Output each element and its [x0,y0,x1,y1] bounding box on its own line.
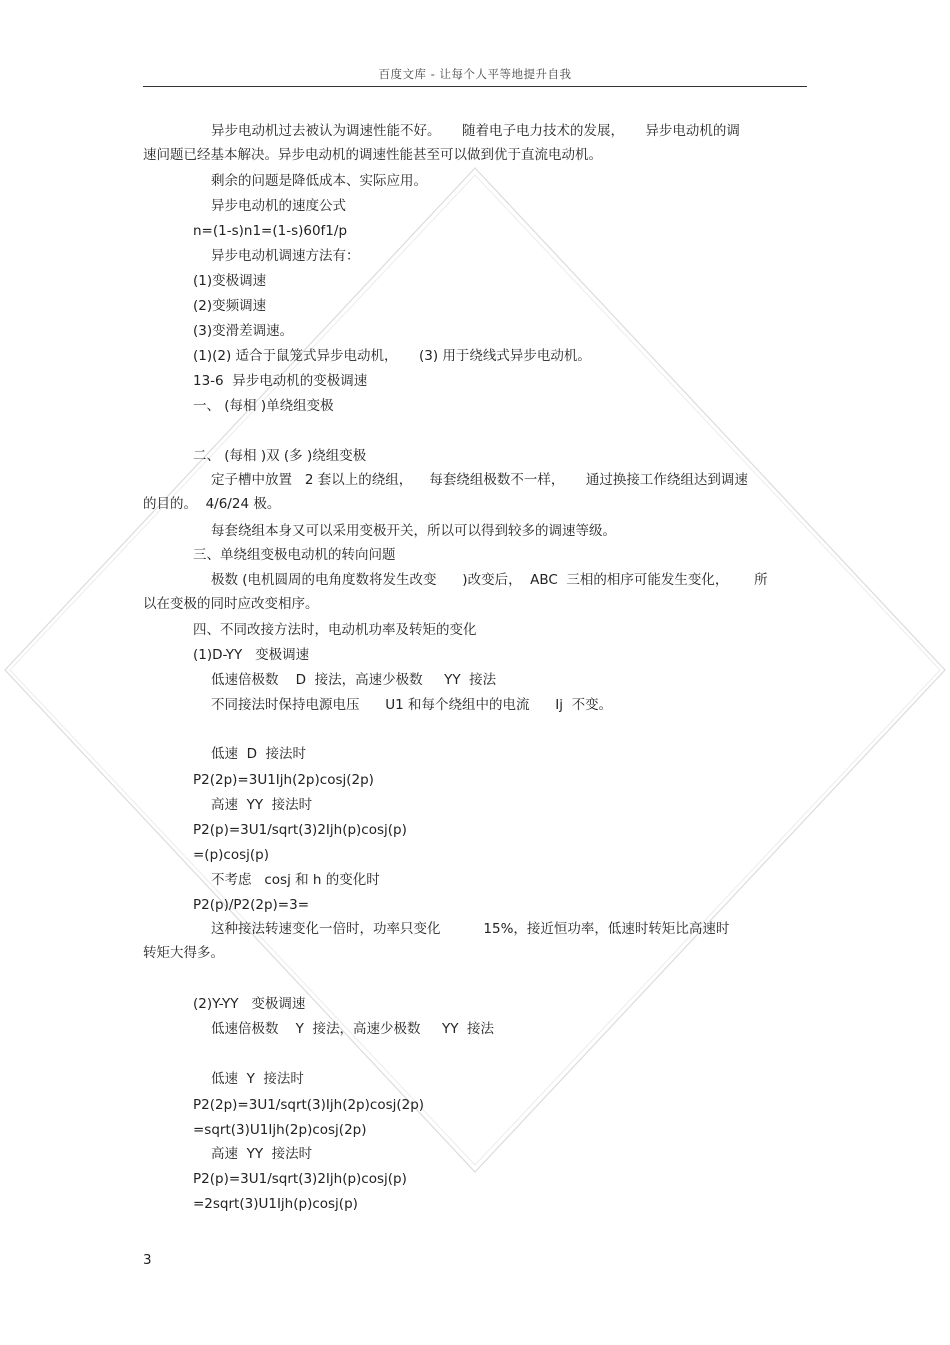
formula-line: n=(1-s)n1=(1-s)60f1/p [193,223,348,239]
page-number: 3 [143,1252,152,1268]
section-heading: 四、不同改接方法时，电动机功率及转矩的变化 [193,622,477,638]
paragraph-line: 异步电动机调速方法有： [211,248,360,264]
section-heading: 三、单绕组变极电动机的转向问题 [193,547,396,563]
formula-line: P2(p)/P2(2p)=3= [193,897,310,913]
paragraph-line: 剩余的问题是降低成本、实际应用。 [211,173,427,189]
formula-line: =2sqrt(3)U1Ijh(p)cosj(p) [193,1196,358,1212]
formula-line: P2(p)=3U1/sqrt(3)2Ijh(p)cosj(p) [193,1171,407,1187]
formula-line: P2(p)=3U1/sqrt(3)2Ijh(p)cosj(p) [193,822,407,838]
paragraph-line: 这种接法转速变化一倍时，功率只变化 15%，接近恒功率，低速时转矩比高速时 [211,921,730,937]
section-heading: 一、 (每相 )单绕组变极 [193,398,334,414]
paragraph-line: 低速 D 接法时 [211,746,307,762]
paragraph-line: 异步电动机的速度公式 [211,198,346,214]
paragraph-line: 每套绕组本身又可以采用变极开关，所以可以得到较多的调速等级。 [211,523,616,539]
subsection-heading: (2)Y-YY 变极调速 [193,996,306,1012]
paragraph-line: 不考虑 cosj 和 h 的变化时 [211,872,380,888]
formula-line: P2(2p)=3U1/sqrt(3)Ijh(2p)cosj(2p) [193,1097,425,1113]
paragraph-line: 低速倍极数 D 接法，高速少极数 YY 接法 [211,672,497,688]
list-item: (2)变频调速 [193,298,267,314]
paragraph-line: 转矩大得多。 [143,945,224,961]
paragraph-line: 以在变极的同时应改变相序。 [143,596,319,612]
paragraph-line: 的目的。 4/6/24 极。 [143,496,281,512]
paragraph-line: 定子槽中放置 2 套以上的绕组， 每套绕组极数不一样， 通过换接工作绕组达到调速 [211,472,748,488]
header-divider [143,86,807,87]
paragraph-line: 高速 YY 接法时 [211,1146,313,1162]
paragraph-line: 不同接法时保持电源电压 U1 和每个绕组中的电流 Ij 不变。 [211,697,613,713]
list-item: (3)变滑差调速。 [193,323,294,339]
formula-line: P2(2p)=3U1Ijh(2p)cosj(2p) [193,772,374,788]
list-item: (1)变极调速 [193,273,267,289]
formula-line: =(p)cosj(p) [193,847,269,863]
paragraph-line: 高速 YY 接法时 [211,797,313,813]
paragraph-line: 速问题已经基本解决。异步电动机的调速性能甚至可以做到优于直流电动机。 [143,147,602,163]
paragraph-line: 异步电动机过去被认为调速性能不好。 随着电子电力技术的发展， 异步电动机的调 [211,123,740,139]
section-heading: 二、 (每相 )双 (多 )绕组变极 [193,448,367,464]
formula-line: =sqrt(3)U1Ijh(2p)cosj(2p) [193,1122,367,1138]
page-header-title: 百度文库 - 让每个人平等地提升自我 [378,67,572,81]
paragraph-line: 低速 Y 接法时 [211,1071,304,1087]
paragraph-line: 低速倍极数 Y 接法，高速少极数 YY 接法 [211,1021,495,1037]
paragraph-line: 极数 (电机圆周的电角度数将发生改变 )改变后， ABC 三相的相序可能发生变化， 所 [211,572,768,588]
section-heading: 13-6 异步电动机的变极调速 [193,373,368,389]
paragraph-line: (1)(2) 适合于鼠笼式异步电动机， (3) 用于绕线式异步电动机。 [193,348,591,364]
subsection-heading: (1)D-YY 变极调速 [193,647,310,663]
